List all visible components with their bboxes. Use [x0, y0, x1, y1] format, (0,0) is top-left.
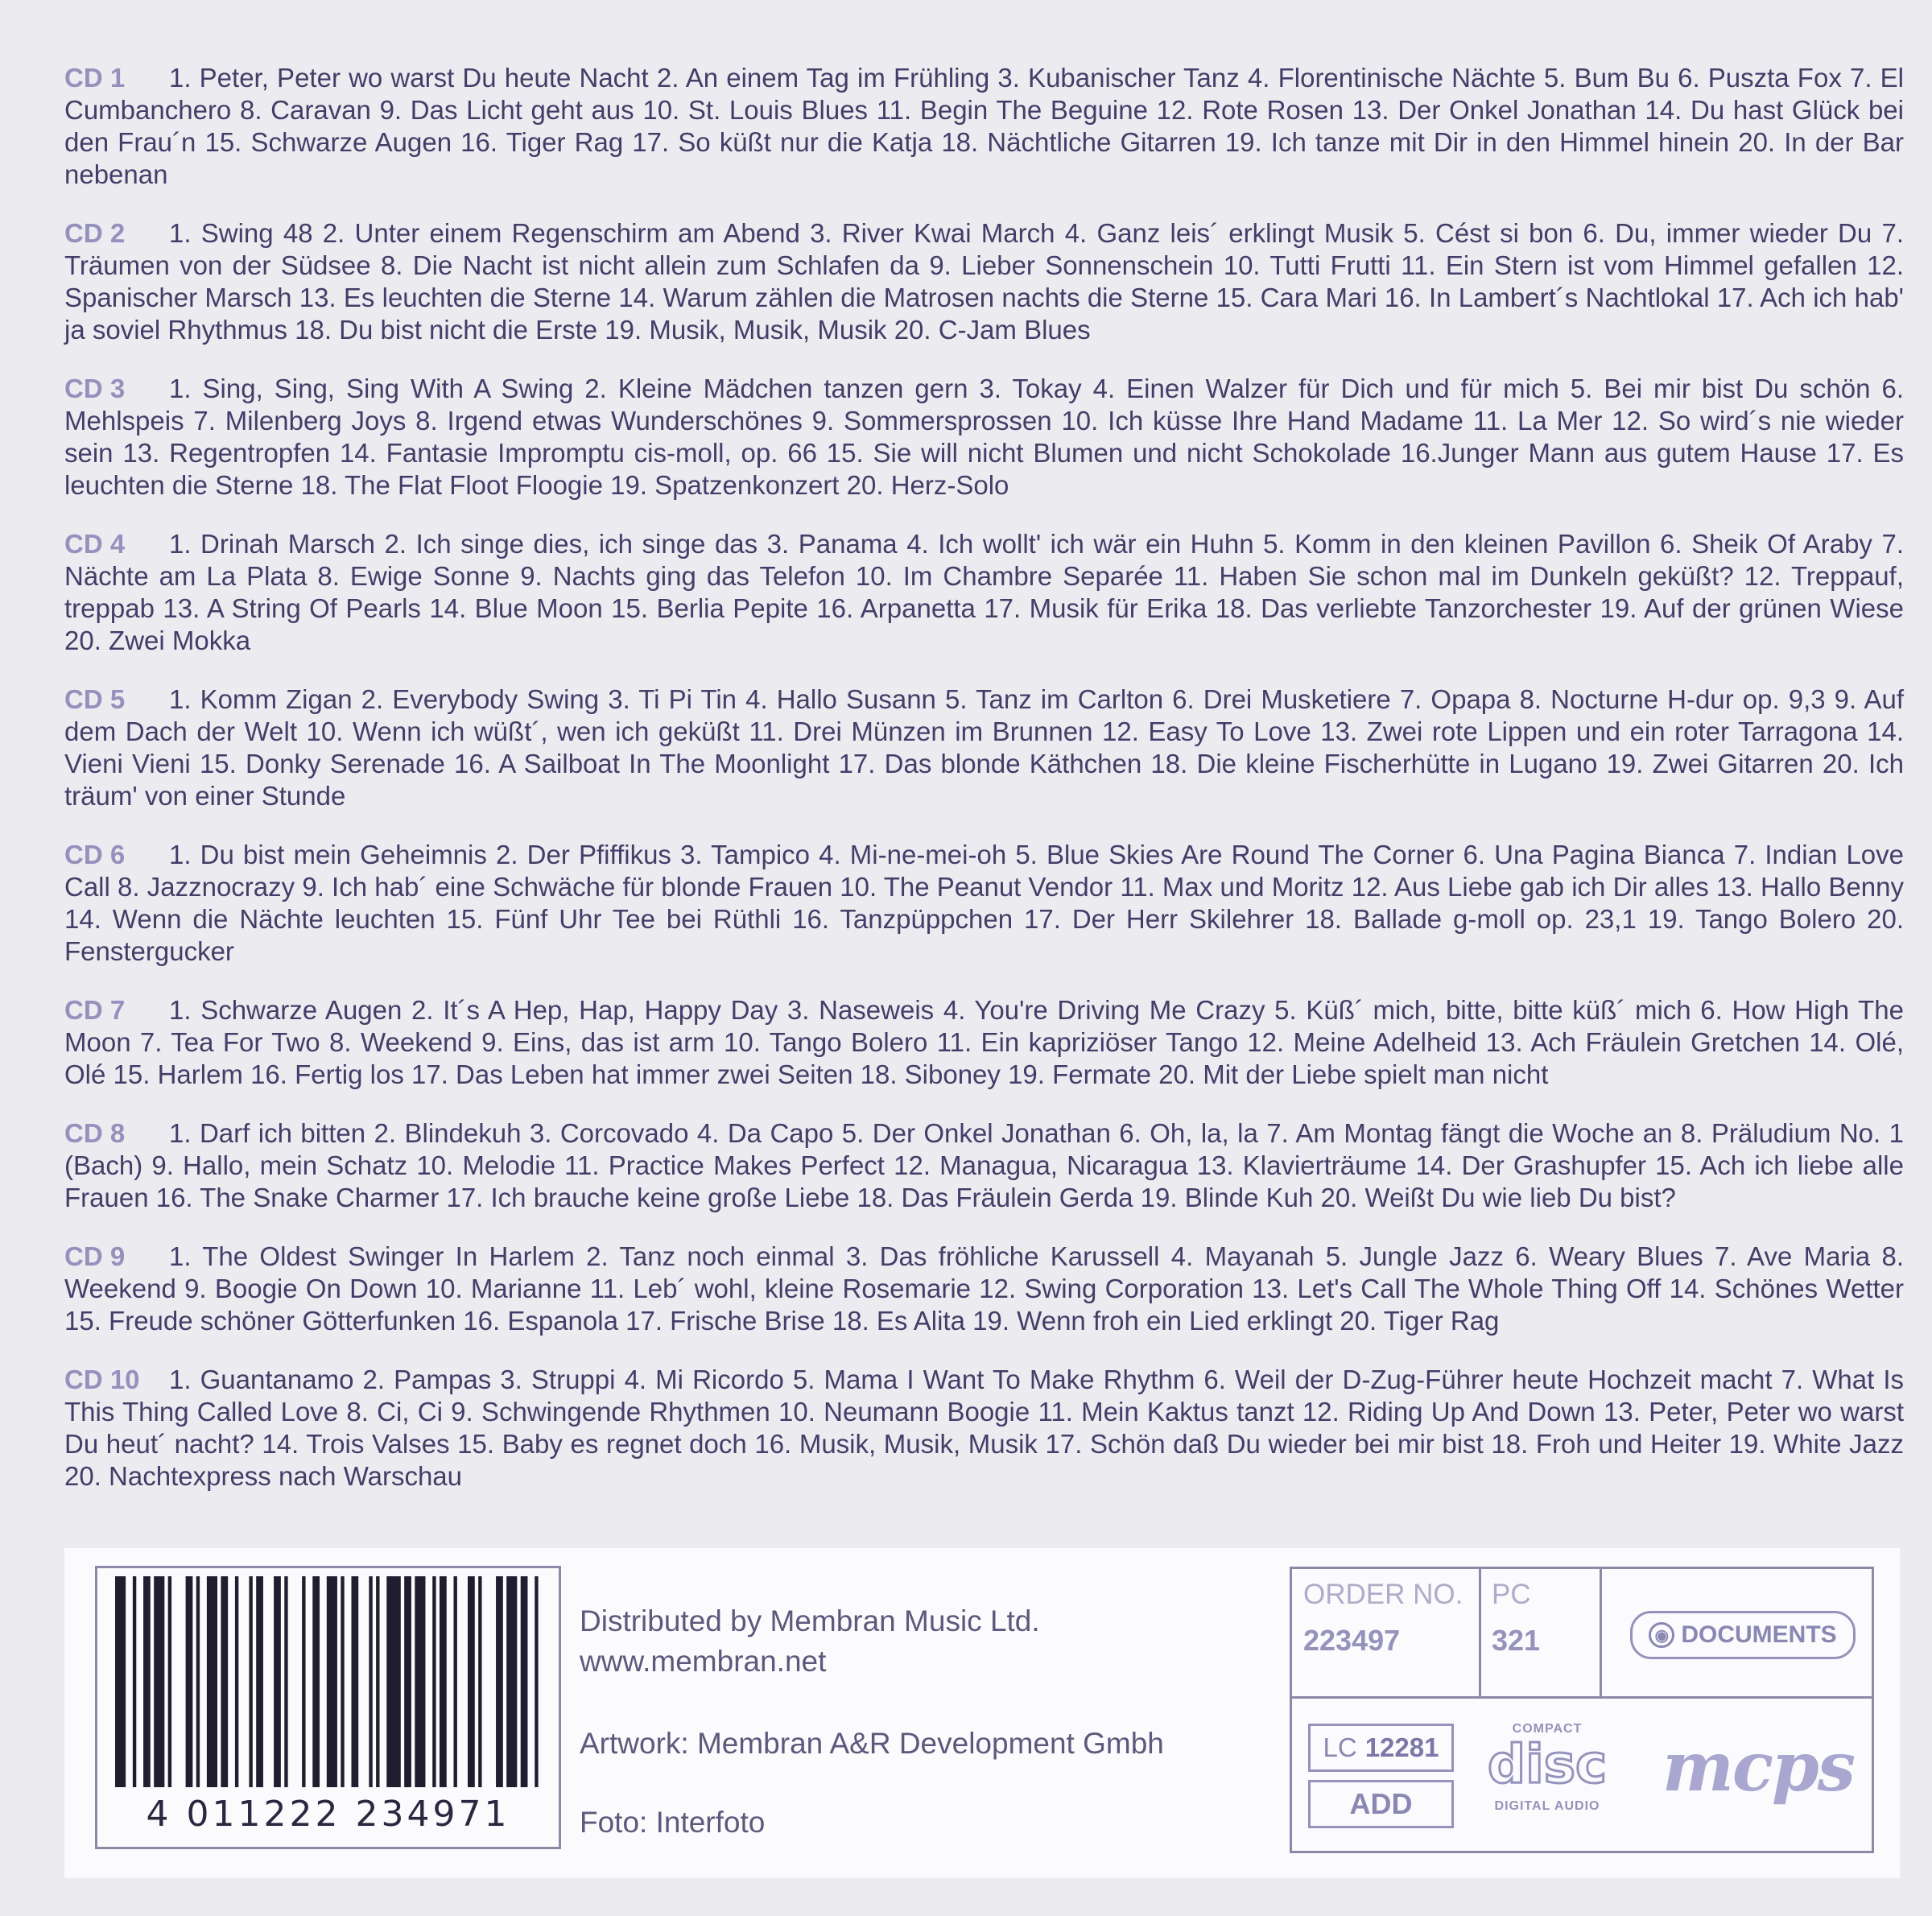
cd-tracks: 1. Swing 48 2. Unter einem Regenschirm am Abend 3. River Kwai March 4. Ganz leis´ erklingt Musik 5. Cést si bon 6. Du, immer wieder Du 7. Träumen von der Südsee 8. Die Nacht ist nicht allein zum Schlafen da 9. Lieber Sonnenschein 10. Tutti Frutti 11. Ein Stern ist vom Himmel gefallen 12. Spanischer Marsch 13. Es leuchten die Sterne 14. Warum zählen die Matrosen nachts die Sterne 15. Cara Mari 16. In Lambert´s Nachtlokal 17. Ach ich hab' ja soviel Rhythmus 18. Du bist nicht die Erste 19. Musik, Musik, Musik 20. C-Jam Blues — [64, 218, 1904, 345]
cd-tracklist — [64, 1117, 1904, 1214]
cd-tracks: 1. Peter, Peter wo warst Du heute Nacht 2. An einem Tag im Frühling 3. Kubanischer Tanz 4. Florentinische Nächte 5. Bum Bu 6. Puszta Fox 7. El Cumbanchero 8. Caravan 9. Das Licht geht aus 10. St. Louis Blues 11. Begin The Beguine 12. Rote Rosen 13. Der Onkel Jonathan 14. Du hast Glück bei den Frau´n 15. Schwarze Augen 16. Tiger Rag 17. So küßt nur die Katja 18. Nächtliche Gitarren 19. Ich tanze mit Dir in den Himmel hinein 20. In der Bar nebenan — [64, 63, 1904, 189]
cd-tracklist — [64, 1241, 1904, 1337]
barcode-bar — [432, 1576, 436, 1787]
cd-tracklist — [64, 217, 1904, 346]
barcode-bar — [404, 1576, 411, 1787]
barcode-bar — [302, 1576, 305, 1787]
order-number-label: ORDER NO. — [1303, 1579, 1463, 1610]
cd-label: CD 10 — [64, 1365, 140, 1394]
divider — [1479, 1569, 1481, 1696]
cd-tracklist — [64, 373, 1904, 502]
cd-tracklist — [64, 994, 1904, 1091]
barcode-bar — [221, 1576, 228, 1787]
barcode-bar — [521, 1576, 528, 1787]
barcode-bar — [453, 1576, 456, 1787]
cd-tracks: 1. Darf ich bitten 2. Blindekuh 3. Corcovado 4. Da Capo 5. Der Onkel Jonathan 6. Oh, la, la 7. Am Montag fängt die Woche an 8. Präludium No. 1 (Bach) 9. Hallo, mein Schatz 10. Melodie 11. Practice Makes Perfect 12. Managua, Nicaragua 13. Klavierträume 14. Der Grashupfer 15. Ach ich liebe alle Frauen 16. The Snake Charmer 17. Ich brauche keine große Liebe 18. Das Fräulein Gerda 19. Blinde Kuh 20. Weißt Du wie lieb Du bist? — [64, 1118, 1904, 1212]
label-code-value: 12281 — [1364, 1732, 1439, 1762]
divider — [1600, 1569, 1602, 1696]
barcode-bar — [143, 1576, 151, 1787]
barcode-bar — [506, 1576, 517, 1787]
barcode-bar — [284, 1576, 287, 1787]
barcode-bar — [468, 1576, 475, 1787]
compact-disc-logo-top: COMPACT — [1512, 1722, 1583, 1736]
cd-tracks: 1. Sing, Sing, Sing With A Swing 2. Kleine Mädchen tanzen gern 3. Tokay 4. Einen Walzer für Dich und für mich 5. Bei mir bist Du schön 6. Mehlspeis 7. Milenberg Joys 8. Irgend etwas Wunderschönes 9. Sommersprossen 10. Ich küsse Ihre Hand Madame 11. La Mer 12. So wird´s nie wieder sein 13. Regentropfen 14. Fantasie Impromptu cis-moll, op. 66 15. Sie will nicht Blumen und nicht Schokolade 16.Junger Mann aus gutem Hause 17. Es leuchten die Sterne 18. The Flat Floot Floogie 19. Spatzenkonzert 20. Herz-Solo — [64, 374, 1904, 500]
website-text: www.membran.net — [580, 1645, 827, 1678]
barcode-bar — [133, 1576, 136, 1787]
cd-tracklist — [64, 62, 1904, 191]
barcode-bar — [256, 1576, 263, 1787]
barcode-bar — [369, 1576, 372, 1787]
barcode-bar — [351, 1576, 358, 1787]
cd-label: CD 6 — [64, 840, 126, 869]
cd-tracklist — [64, 528, 1904, 657]
barcode-bar — [327, 1576, 337, 1787]
divider — [1292, 1696, 1872, 1699]
label-code-prefix: LC — [1323, 1732, 1357, 1762]
footer-panel — [64, 1548, 1900, 1878]
cd-label: CD 4 — [64, 529, 126, 559]
catalog-info-box — [1290, 1567, 1874, 1853]
barcode-bar — [312, 1576, 320, 1787]
barcode-bars — [115, 1576, 542, 1787]
barcode-bar — [478, 1576, 481, 1787]
barcode-number: 4 011222 234971 — [146, 1794, 510, 1835]
cd-tracks: 1. Schwarze Augen 2. It´s A Hep, Hap, Happy Day 3. Naseweis 4. You're Driving Me Crazy 5. Küß´ mich, bitte, bitte küß´ mich 6. How High The Moon 7. Tea For Two 8. Weekend 9. Eins, das ist arm 10. Tango Bolero 11. Ein kapriziöser Tango 12. Meine Adelheid 13. Ach Fräulein Gretchen 14. Olé, Olé 15. Harlem 16. Fertig los 17. Das Leben hat immer zwei Seiten 18. Siboney 19. Fermate 20. Mit der Liebe spielt man nicht — [64, 995, 1904, 1089]
barcode-bar — [496, 1576, 503, 1787]
documents-logo-icon: ◉ — [1649, 1622, 1674, 1648]
mcps-logo: mcps — [1662, 1727, 1855, 1807]
documents-logo-text: DOCUMENTS — [1681, 1621, 1837, 1648]
cd-tracks: 1. Du bist mein Geheimnis 2. Der Pfiffikus 3. Tampico 4. Mi-ne-mei-oh 5. Blue Skies Are Round The Corner 6. Una Pagina Bianca 7. Indian Love Call 8. Jazznocrazy 9. Ich hab´ eine Schwäche für blonde Frauen 10. The Peanut Vendor 11. Max und Moritz 12. Aus Liebe gab ich Dir alles 13. Hallo Benny 14. Wenn die Nächte leuchten 15. Fünf Uhr Tee bei Rüthli 16. Tanzpüppchen 17. Der Herr Skilehrer 18. Ballade g-moll op. 23,1 19. Tango Bolero 20. Fenstergucker — [64, 840, 1904, 966]
barcode-bar — [196, 1576, 200, 1787]
compact-disc-logo-word: disc — [1487, 1733, 1608, 1795]
cd-label: CD 8 — [64, 1118, 126, 1148]
barcode-bar — [376, 1576, 379, 1787]
barcode-bar — [186, 1576, 193, 1787]
cd-tracklist — [64, 683, 1904, 812]
cd-label: CD 3 — [64, 374, 126, 403]
compact-disc-logo-bottom: DIGITAL AUDIO — [1494, 1799, 1600, 1813]
cd-label: CD 5 — [64, 684, 126, 714]
label-code-box — [1308, 1724, 1454, 1772]
tracklist — [64, 35, 1904, 1509]
cd-label: CD 9 — [64, 1241, 126, 1271]
distributor-text: Distributed by Membran Music Ltd. — [580, 1604, 1040, 1637]
barcode-bar — [115, 1576, 126, 1787]
cd-tracklist — [64, 1364, 1904, 1493]
barcode-bar — [207, 1576, 217, 1787]
pc-value: 321 — [1492, 1624, 1541, 1657]
photo-credit: Foto: Interfoto — [580, 1806, 766, 1839]
barcode-bar — [249, 1576, 252, 1787]
pc-label: PC — [1492, 1579, 1531, 1610]
documents-logo — [1630, 1611, 1856, 1659]
cd-label: CD 2 — [64, 218, 126, 248]
add-code: ADD — [1308, 1780, 1454, 1828]
barcode-bar — [168, 1576, 171, 1787]
barcode-bar — [341, 1576, 344, 1787]
artwork-credit: Artwork: Membran A&R Development Gmbh — [580, 1727, 1164, 1760]
cd-tracklist — [64, 839, 1904, 968]
barcode-bar — [535, 1576, 538, 1787]
cd-tracks: 1. The Oldest Swinger In Harlem 2. Tanz noch einmal 3. Das fröhliche Karussell 4. Mayanah 5. Jungle Jazz 6. Weary Blues 7. Ave Maria 8. Weekend 9. Boogie On Down 10. Marianne 11. Leb´ wohl, kleine Rosemarie 12. Swing Corporation 13. Let's Call The Whole Thing Off 14. Schönes Wetter 15. Freude schöner Götterfunken 16. Espanola 17. Frische Brise 18. Es Alita 19. Wenn froh ein Lied erklingt 20. Tiger Rag — [64, 1241, 1904, 1336]
order-number-value: 223497 — [1303, 1624, 1401, 1657]
cd-label: CD 1 — [64, 63, 126, 93]
barcode-bar — [386, 1576, 401, 1787]
cd-tracks: 1. Komm Zigan 2. Everybody Swing 3. Ti Pi Tin 4. Hallo Susann 5. Tanz im Carlton 6. Drei Musketiere 7. Opapa 8. Nocturne H-dur op. 9,3 9. Auf dem Dach der Welt 10. Wenn ich wüßt´, wen ich geküßt 11. Drei Münzen im Brunnen 12. Easy To Love 13. Zwei rote Lippen und ein roter Tarragona 14. Vieni Vieni 15. Donky Serenade 16. A Sailboat In The Moonlight 17. Das blonde Käthchen 18. Die kleine Fischerhütte in Lugano 19. Zwei Gitarren 20. Ich träum' von einer Stunde — [64, 684, 1904, 811]
cd-tracks: 1. Drinah Marsch 2. Ich singe dies, ich singe das 3. Panama 4. Ich wollt' ich wär ein Huhn 5. Komm in den kleinen Pavillon 6. Sheik Of Araby 7. Nächte am La Plata 8. Ewige Sonne 9. Nachts ging das Telefon 10. Im Chambre Separée 11. Haben Sie schon mal im Dunkeln geküßt? 12. Treppauf, treppab 13. A String Of Pearls 14. Blue Moon 15. Berlia Pepite 16. Arpanetta 17. Musik für Erika 18. Das verliebte Tanzorchester 19. Auf der grünen Wiese 20. Zwei Mokka — [64, 529, 1904, 655]
barcode-bar — [415, 1576, 425, 1787]
barcode-bar — [440, 1576, 447, 1787]
cd-label: CD 7 — [64, 995, 126, 1025]
cd-tracks: 1. Guantanamo 2. Pampas 3. Struppi 4. Mi Ricordo 5. Mama I Want To Make Rhythm 6. Weil der D-Zug-Führer heute Hochzeit macht 7. What Is This Thing Called Love 8. Ci, Ci 9. Schwingende Rhythmen 10. Neumann Boogie 11. Mein Kaktus tanzt 12. Riding Up And Down 13. Peter, Peter wo warst Du heut´ nacht? 14. Trois Valses 15. Baby es regnet doch 16. Musik, Musik, Musik 17. Schön daß Du wieder bei mir bist 18. Froh und Heiter 19. White Jazz 20. Nachtexpress nach Warschau — [64, 1365, 1904, 1491]
barcode-bar — [274, 1576, 281, 1787]
barcode-bar — [154, 1576, 164, 1787]
barcode — [95, 1566, 561, 1849]
compact-disc-logo — [1479, 1722, 1616, 1817]
barcode-bar — [235, 1576, 238, 1787]
